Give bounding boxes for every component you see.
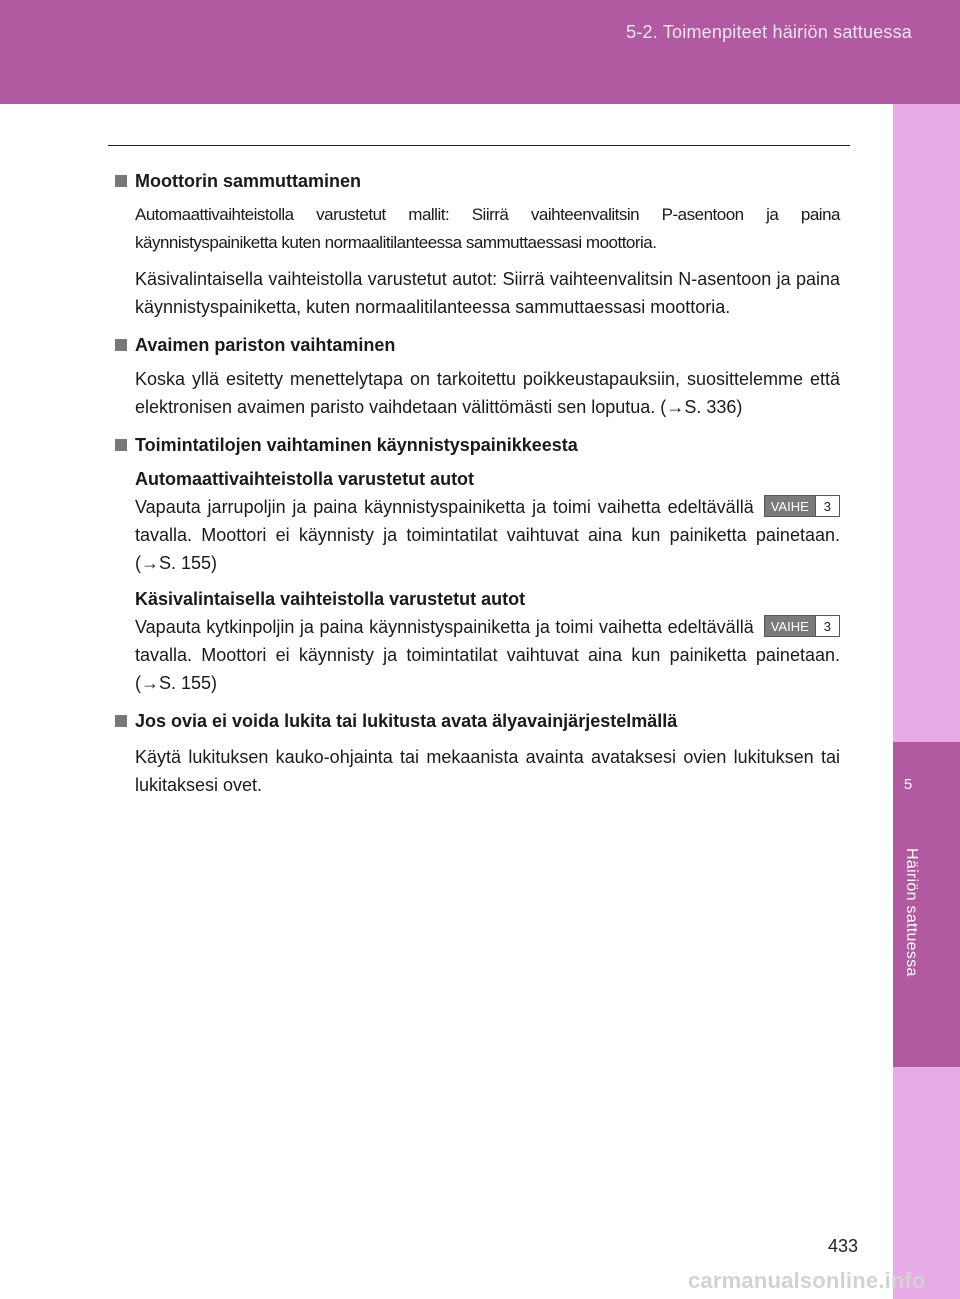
bullet-square-icon xyxy=(115,339,127,351)
section-heading: Moottorin sammuttaminen xyxy=(113,167,840,195)
section-heading: Avaimen pariston vaihtaminen xyxy=(113,331,840,359)
section-heading: Jos ovia ei voida lukita tai lukitusta avata älyavainjärjestelmällä xyxy=(113,707,840,735)
page-content xyxy=(113,167,840,799)
subheading: Automaattivaihteistolla varustetut autot xyxy=(135,469,475,489)
section-heading: Toimintatilojen vaihtaminen käynnistyspainikkeesta xyxy=(113,431,840,459)
step-badge: VAIHE 3 xyxy=(764,615,840,637)
page-header xyxy=(0,0,960,104)
paragraph: Käytä lukituksen kauko-ohjainta tai mekaanista avainta avataksesi ovien lukituksen tai lukitaksesi ovet. xyxy=(135,747,840,795)
paragraph: Automaattivaihteistolla varustetut mallit: Siirrä vaihteenvalitsin P-asentoon ja paina käynnistyspainiketta kuten normaalitilanteessa sammuttaessasi moottoria. xyxy=(135,205,840,252)
paragraph: VAIHE 3 Vapauta kytkinpoljin ja paina käynnistyspainiketta ja toimi vaihetta edeltävällä tavalla. Moottori ei käynnisty ja toimintatilat vaihtuvat aina kun painiketta painetaan. (→S. 155) xyxy=(135,617,840,693)
arrow-icon: → xyxy=(141,553,159,573)
side-tab-bottom xyxy=(893,1067,960,1299)
arrow-icon: → xyxy=(141,673,159,693)
watermark: carmanualsonline.info xyxy=(688,1268,926,1293)
bullet-square-icon xyxy=(115,439,127,451)
paragraph: VAIHE 3 Vapauta jarrupoljin ja paina käynnistyspainiketta ja toimi vaihetta edeltävällä tavalla. Moottori ei käynnisty ja toimintatilat vaihtuvat aina kun painiketta painetaan. (→S. 155) xyxy=(135,497,840,573)
arrow-icon: → xyxy=(666,397,685,417)
chapter-label: Häiriön sattuessa xyxy=(903,848,920,977)
chapter-number: 5 xyxy=(903,776,913,793)
header-title: 5-2. Toimenpiteet häiriön sattuessa xyxy=(626,22,912,42)
side-tab-top xyxy=(893,104,960,742)
bullet-square-icon xyxy=(115,715,127,727)
paragraph: Koska yllä esitetty menettelytapa on tarkoitettu poikkeustapauksiin, suosittelemme että elektronisen avaimen paristo vaihdetaan välittömästi sen loputua. (→S. 336) xyxy=(135,369,840,417)
top-rule xyxy=(108,145,850,146)
bullet-square-icon xyxy=(115,175,127,187)
step-badge: VAIHE 3 xyxy=(764,495,840,517)
page-number: 433 xyxy=(827,1236,858,1256)
subheading: Käsivalintaisella vaihteistolla varustetut autot xyxy=(135,589,526,609)
paragraph: Käsivalintaisella vaihteistolla varustetut autot: Siirrä vaihteenvalitsin N-asentoon ja paina käynnistyspainiketta, kuten normaalitilanteessa sammuttaessasi moottoria. xyxy=(135,269,840,317)
